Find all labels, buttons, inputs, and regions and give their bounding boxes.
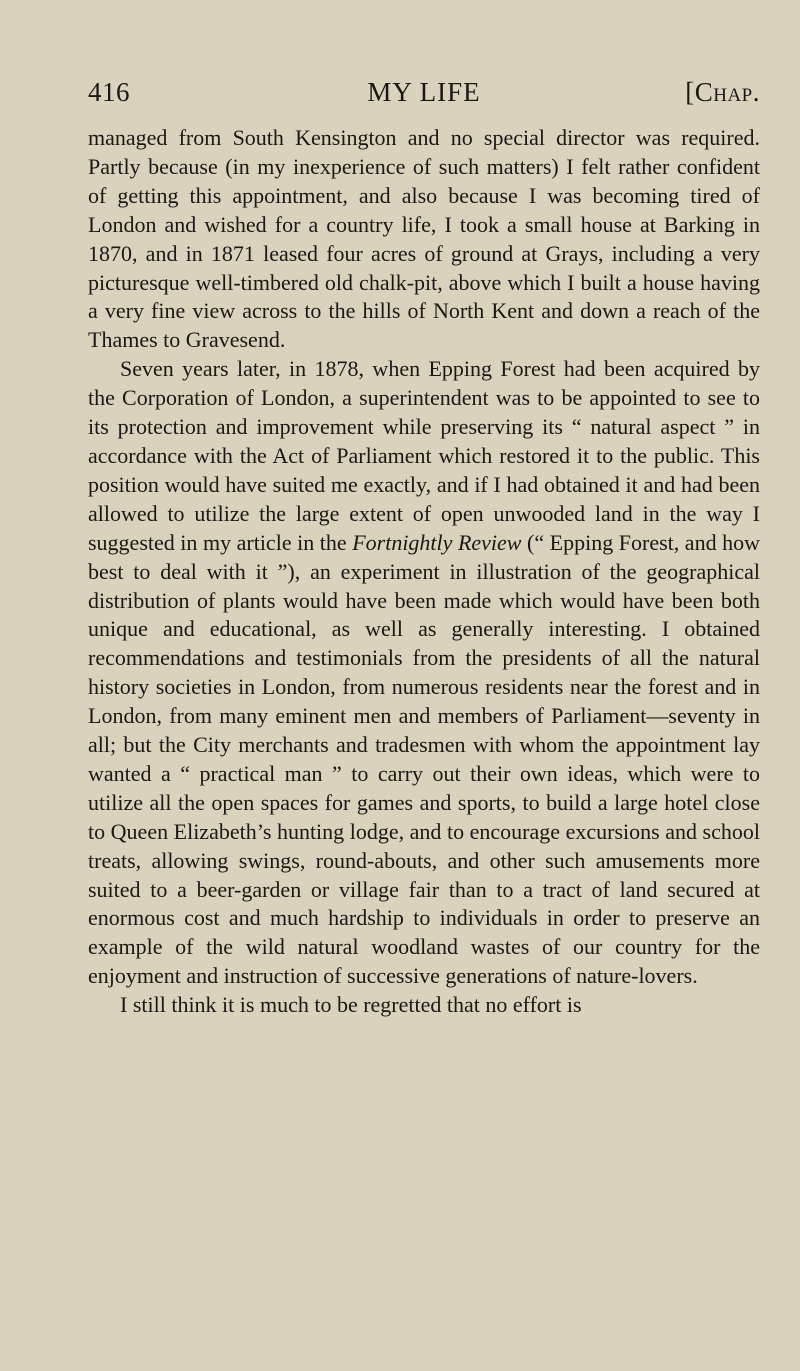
page-number: 416 [88, 77, 130, 107]
paragraph-continuation: managed from South Kensington and no special director was required. Partly because (in my inexperience of such matters) I felt rather confident of getting this appointment, and also because I was becoming tired of London and wished for a country life, I took a small house at Barking in 1870, and in 1871 leased four acres of ground at Grays, including a very picturesque well-timbered old chalk-pit, above which I built a house having a very fine view across to the hills of North Kent and down a reach of the Thames to Gravesend. [88, 125, 760, 353]
paragraph-final-line: I still think it is much to be regretted that no effort is [120, 992, 582, 1018]
running-head [88, 72, 760, 112]
journal-title: Fortnightly Review [352, 529, 522, 555]
paragraph-epping-forest [88, 355, 760, 991]
paragraph-text-before: Seven years later, in 1878, when Epping Forest had been acquired by the Corporation of London, a superintendent was to be appointed to see to its protection and improvement while preserving its “ natural aspect ” in accordance with the Act of Parliament which restored it to the public. This position would have suited me exactly, and if I had obtained it and had been allowed to utilize the large extent of open unwooded land in the way I suggested in my article in the [88, 356, 760, 555]
chapter-mark: [Chap. [685, 77, 760, 107]
running-title: MY LIFE [367, 77, 481, 107]
body-text [88, 124, 760, 1020]
paragraph-text-after: (“ Epping Forest, and how best to deal with it ”), an experiment in illustration of the geographical distribution of plants would have been made which would have been both unique and educational, as well as generally interesting. I obtained recommendations and testimonials from the presidents of all the natural history societies in London, from numerous residents near the forest and in London, from many eminent men and members of Parliament—seventy in all; but the City merchants and tradesmen with whom the appointment lay wanted a “ practical man ” to carry out their own ideas, which were to utilize all the open spaces for games and sports, to build a large hotel close to Queen Elizabeth’s hunting lodge, and to encourage excursions and school treats, allowing swings, round-abouts, and other such amusements more suited to a beer-garden or village fair than to a tract of land secured at enormous cost and much hardship to individuals in order to preserve an example of the wild natural woodland wastes of our country for the enjoyment and instruction of successive generations of nature-lovers. [88, 529, 760, 989]
